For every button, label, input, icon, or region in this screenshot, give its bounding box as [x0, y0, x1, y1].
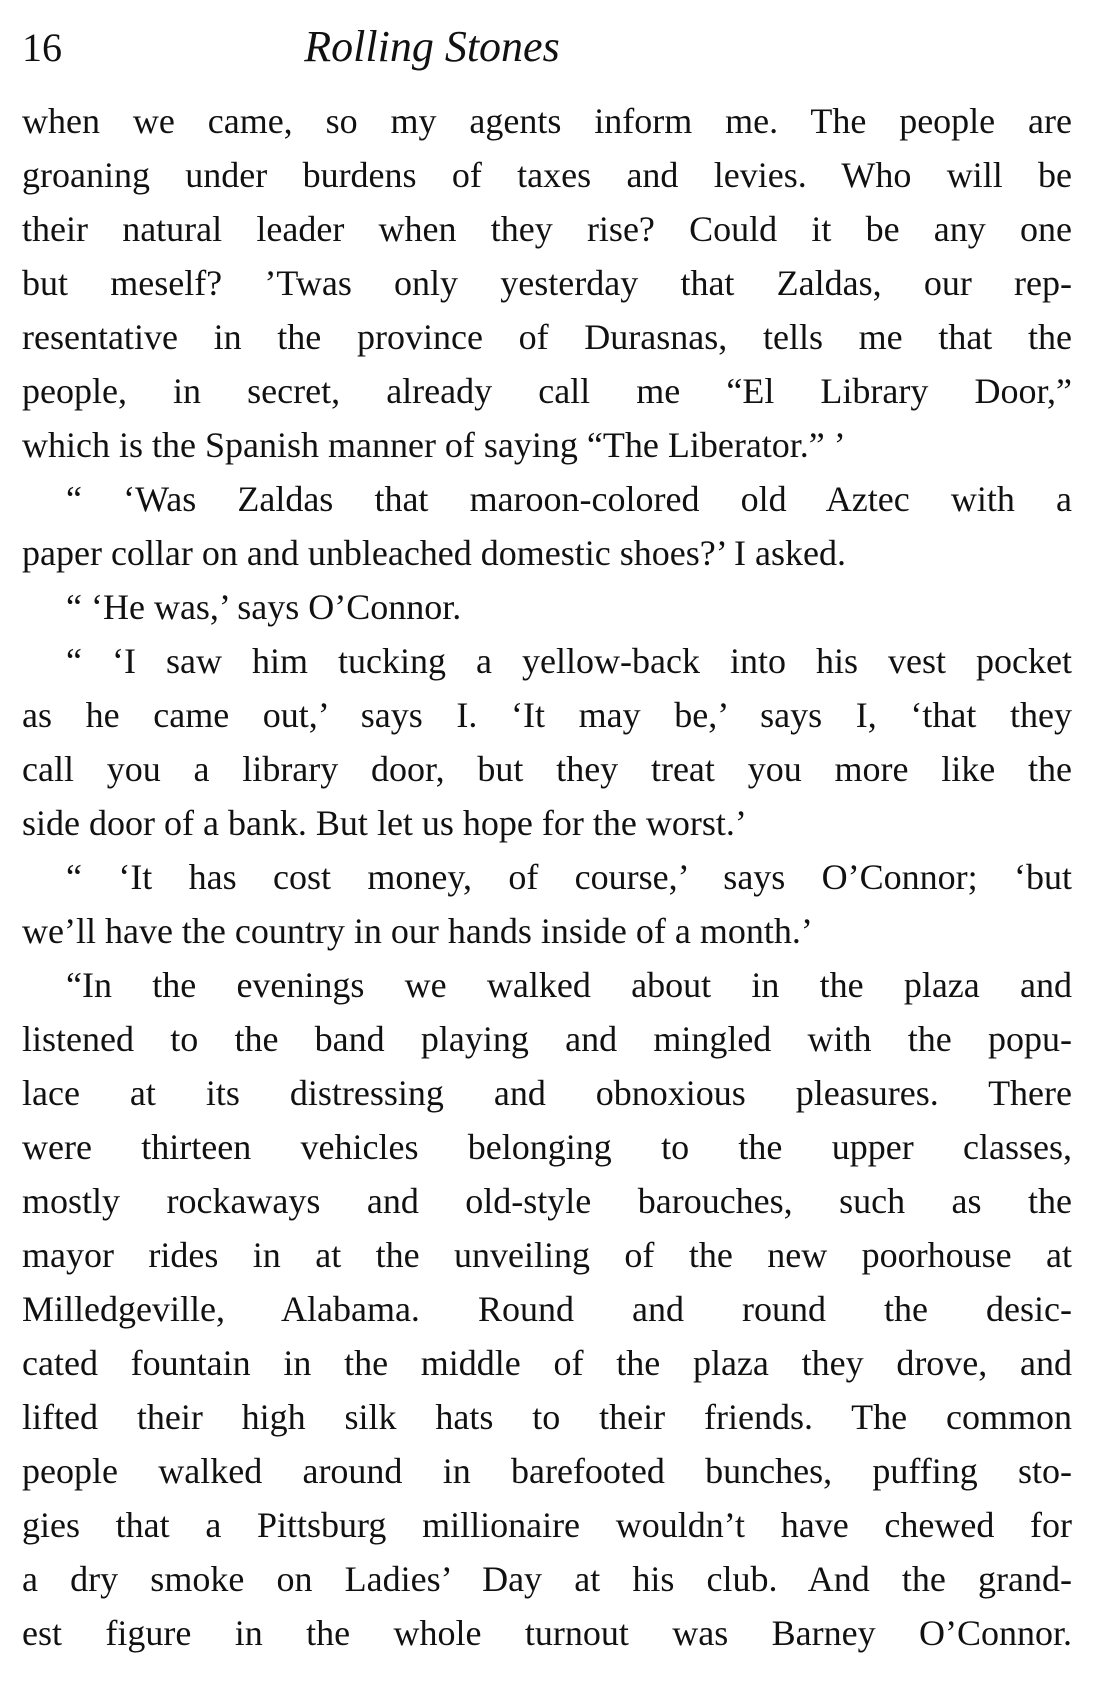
- text-line: “ ‘It has cost money, of course,’ says O’Connor; ‘but: [66, 857, 1072, 897]
- text-line: Milledgeville, Alabama. Round and round the desic-: [22, 1289, 1072, 1329]
- text-line: side door of a bank. But let us hope for the worst.’: [22, 803, 747, 843]
- text-line: we’ll have the country in our hands inside of a month.’: [22, 911, 813, 951]
- text-line: “ ‘Was Zaldas that maroon-colored old Aztec with a: [66, 479, 1072, 519]
- text-line: as he came out,’ says I. ‘It may be,’ says I, ‘that they: [22, 695, 1072, 735]
- page-number: 16: [22, 25, 62, 70]
- text-line: a dry smoke on Ladies’ Day at his club. And the grand-: [22, 1559, 1072, 1599]
- text-line: “ ‘He was,’ says O’Connor.: [66, 587, 462, 627]
- text-line: paper collar on and unbleached domestic shoes?’ I asked.: [22, 533, 847, 573]
- text-line: lifted their high silk hats to their friends. The common: [22, 1397, 1072, 1437]
- text-line: mayor rides in at the unveiling of the new poorhouse at: [22, 1235, 1072, 1275]
- text-line: “In the evenings we walked about in the plaza and: [66, 965, 1072, 1005]
- text-line: were thirteen vehicles belonging to the upper classes,: [22, 1127, 1072, 1167]
- text-line: resentative in the province of Durasnas, tells me that the: [22, 317, 1072, 357]
- book-page: [22, 0, 1072, 1690]
- text-line: est figure in the whole turnout was Barney O’Connor.: [22, 1613, 1072, 1653]
- text-line: call you a library door, but they treat you more like the: [22, 749, 1072, 789]
- text-line: cated fountain in the middle of the plaza they drove, and: [22, 1343, 1072, 1383]
- text-line: groaning under burdens of taxes and levies. Who will be: [22, 155, 1072, 195]
- text-line: people walked around in barefooted bunches, puffing sto-: [22, 1451, 1072, 1491]
- text-line: but meself? ’Twas only yesterday that Zaldas, our rep-: [22, 263, 1072, 303]
- text-line: gies that a Pittsburg millionaire wouldn’t have chewed for: [22, 1505, 1072, 1545]
- text-line: which is the Spanish manner of saying “The Liberator.” ’: [22, 425, 846, 465]
- body-text: [22, 94, 1072, 1660]
- text-line: mostly rockaways and old-style barouches, such as the: [22, 1181, 1072, 1221]
- text-line: people, in secret, already call me “El Library Door,”: [22, 371, 1072, 411]
- text-line: listened to the band playing and mingled with the popu-: [22, 1019, 1072, 1059]
- running-head: [22, 18, 1072, 78]
- running-title: Rolling Stones: [304, 22, 560, 71]
- text-line: “ ‘I saw him tucking a yellow-back into his vest pocket: [66, 641, 1072, 681]
- text-line: their natural leader when they rise? Could it be any one: [22, 209, 1072, 249]
- text-line: when we came, so my agents inform me. The people are: [22, 101, 1072, 141]
- text-line: lace at its distressing and obnoxious pleasures. There: [22, 1073, 1072, 1113]
